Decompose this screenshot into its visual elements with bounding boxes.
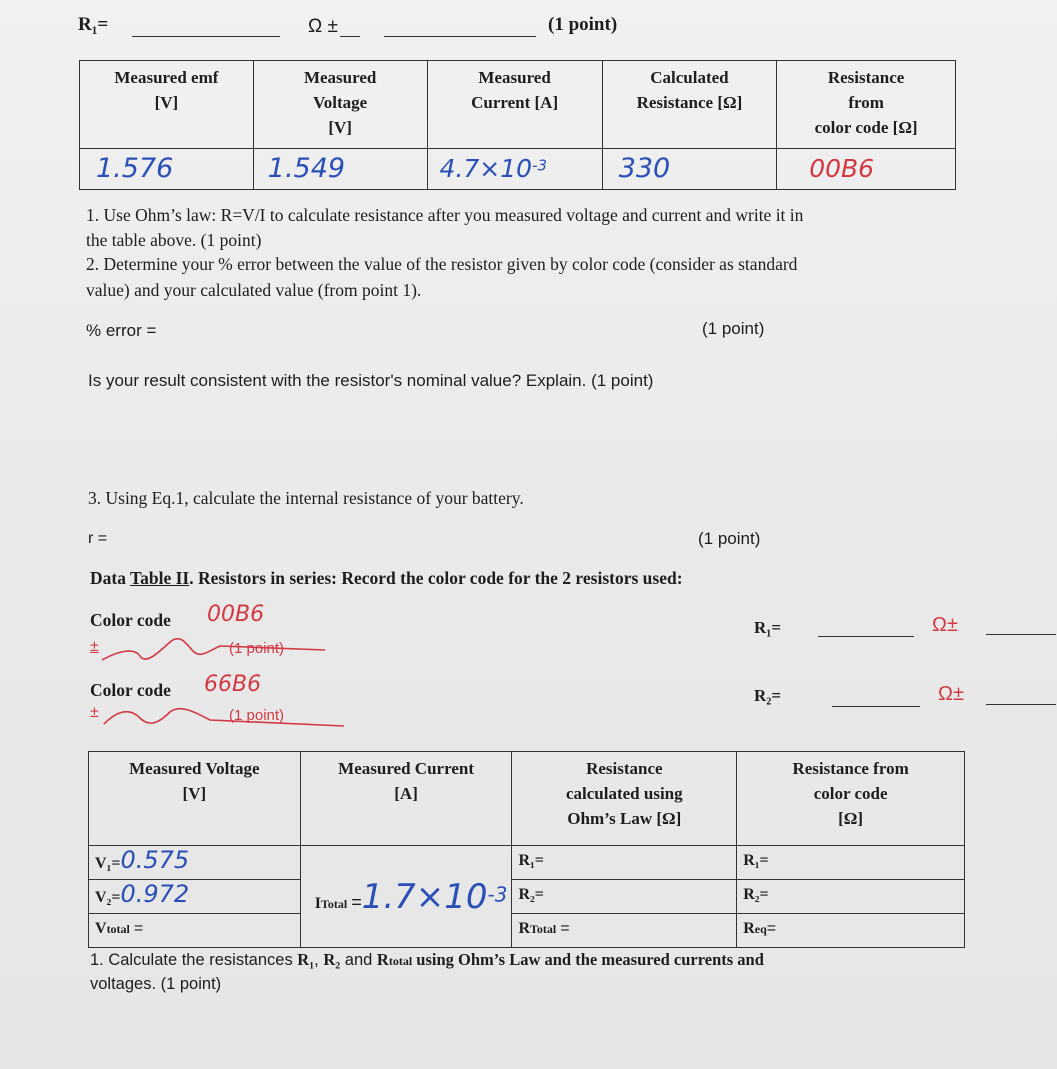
r2-color-unit: Ω±	[938, 683, 964, 705]
r1-color-blank	[818, 636, 914, 637]
itotal-value: 1.7×10	[361, 876, 488, 917]
r2-color-cell-label: R₂=	[743, 886, 769, 903]
color-code-2-value: 66B6	[204, 672, 262, 697]
rtotal-label: R	[518, 920, 530, 937]
r1-unit: Ω ±	[308, 16, 338, 37]
cell-r2-color	[737, 880, 965, 914]
table1-header-row	[80, 61, 956, 149]
cell-calculated-resistance	[602, 149, 777, 190]
header-measured-voltage: Measured Voltage [V]	[253, 61, 427, 149]
req-label: R	[743, 920, 755, 937]
cell-vtotal	[89, 914, 301, 948]
table1-value-row	[80, 149, 956, 190]
cell-rtotal	[512, 914, 737, 948]
color-code-1-pm: ±	[90, 638, 99, 655]
current-value: 4.7×10	[439, 154, 533, 183]
color-code-1-points: (1 point)	[229, 640, 285, 657]
table2-heading: Data Table II. Resistors in series: Record the color code for the 2 resistors used:	[90, 568, 683, 588]
table2-row-3	[89, 914, 965, 948]
internal-resistance-points: (1 point)	[698, 529, 761, 548]
r2-color-label: R₂=	[754, 686, 782, 705]
question-3: 3. Using Eq.1, calculate the internal resistance of your battery.	[88, 488, 524, 508]
cell-v2	[89, 880, 301, 914]
cell-emf	[80, 149, 254, 190]
r2-ohm-label: R₂=	[518, 886, 544, 903]
itotal-label: I	[314, 894, 321, 912]
emf-value: 1.576	[96, 153, 174, 184]
cell-v1	[89, 846, 301, 880]
rtotal-equals: =	[560, 920, 570, 937]
internal-resistance-label: r =	[88, 530, 108, 547]
question-1-cont: the table above. (1 point)	[86, 230, 262, 250]
vtotal-equals: =	[133, 920, 144, 937]
series-resistor-table	[88, 751, 965, 948]
header-color-code-resistance: Resistance from color code [Ω]	[777, 61, 956, 149]
itotal-equals: =	[351, 891, 362, 912]
measurement-table-1	[79, 60, 956, 190]
color-code-2-scribble	[100, 696, 350, 736]
r1-color-unit: Ω±	[932, 614, 958, 636]
header-ohms-law-resistance: Resistance calculated using Ohm’s Law [Ω]	[512, 752, 737, 846]
question-1: 1. Use Ohm’s law: R=V/I to calculate resistance after you measured voltage and current and write it in	[86, 205, 804, 225]
header-measured-current: Measured Current [A]	[427, 61, 602, 149]
r2-color-tolerance-blank	[986, 704, 1056, 705]
header-measured-emf: Measured emf [V]	[80, 61, 254, 149]
req-equals: =	[766, 920, 777, 937]
r2-color-blank	[832, 706, 920, 707]
footer-question-cont: voltages. (1 point)	[90, 975, 222, 993]
pm-underline	[340, 36, 360, 37]
color-code-1-value: 00B6	[207, 602, 265, 627]
consistency-question: Is your result consistent with the resistor's nominal value? Explain. (1 point)	[88, 371, 654, 390]
calculated-resistance-value: 330	[618, 153, 671, 184]
r1-value-blank	[132, 36, 280, 37]
header-measured-current-2: Measured Current [A]	[300, 752, 512, 846]
cell-r1-ohm	[512, 846, 737, 880]
vtotal-label: V	[95, 920, 107, 937]
cell-req	[737, 914, 965, 948]
header-calculated-resistance: Calculated Resistance [Ω]	[602, 61, 777, 149]
cell-voltage	[253, 149, 427, 190]
question-2-cont: value) and your calculated value (from point 1).	[86, 280, 422, 300]
r1-label: R₁=	[78, 14, 109, 35]
cell-r1-color	[737, 846, 965, 880]
rtotal-sub: Total	[530, 922, 557, 936]
header-measured-voltage-2: Measured Voltage [V]	[89, 752, 301, 846]
question-2: 2. Determine your % error between the value of the resistor given by color code (consider as standard	[86, 254, 798, 274]
v1-label: V₁=	[95, 855, 121, 872]
color-code-2-pm: ±	[90, 704, 99, 721]
cell-current	[427, 149, 602, 190]
r1-tolerance-blank	[384, 36, 536, 37]
color-code-2-points: (1 point)	[229, 707, 285, 724]
error-points: (1 point)	[702, 319, 765, 338]
itotal-exponent: -3	[487, 882, 508, 907]
v1-value: 0.575	[120, 846, 190, 874]
footer-question: 1. Calculate the resistances R₁, R₂ and Rtotal using Ohm’s Law and the measured currents and	[90, 950, 764, 969]
table2-row-2	[89, 880, 965, 914]
vtotal-sub: total	[106, 922, 130, 936]
cell-color-code	[777, 149, 956, 190]
r1-points: (1 point)	[548, 14, 618, 35]
req-sub: eq	[754, 922, 767, 936]
r1-color-tolerance-blank	[986, 634, 1056, 635]
cell-r2-ohm	[512, 880, 737, 914]
color-code-1-label: Color code	[90, 610, 171, 630]
current-exponent: -3	[532, 156, 548, 175]
r1-color-label: R₁=	[754, 618, 782, 637]
header-color-code-resistance-2: Resistance from color code [Ω]	[737, 752, 965, 846]
color-code-value: 00B6	[809, 154, 875, 183]
v2-label: V₂=	[95, 889, 121, 906]
r1-ohm-label: R₁=	[518, 852, 544, 869]
error-label: % error =	[86, 321, 157, 340]
cell-itotal	[300, 846, 512, 948]
color-code-2-label: Color code	[90, 680, 171, 700]
itotal-sub: Total	[320, 896, 348, 911]
v2-value: 0.972	[120, 880, 190, 908]
r1-color-cell-label: R₁=	[743, 852, 769, 869]
table2-header-row	[89, 752, 965, 846]
color-code-1-scribble	[100, 620, 330, 670]
voltage-value: 1.549	[267, 153, 346, 184]
table2-row-1	[89, 846, 965, 880]
